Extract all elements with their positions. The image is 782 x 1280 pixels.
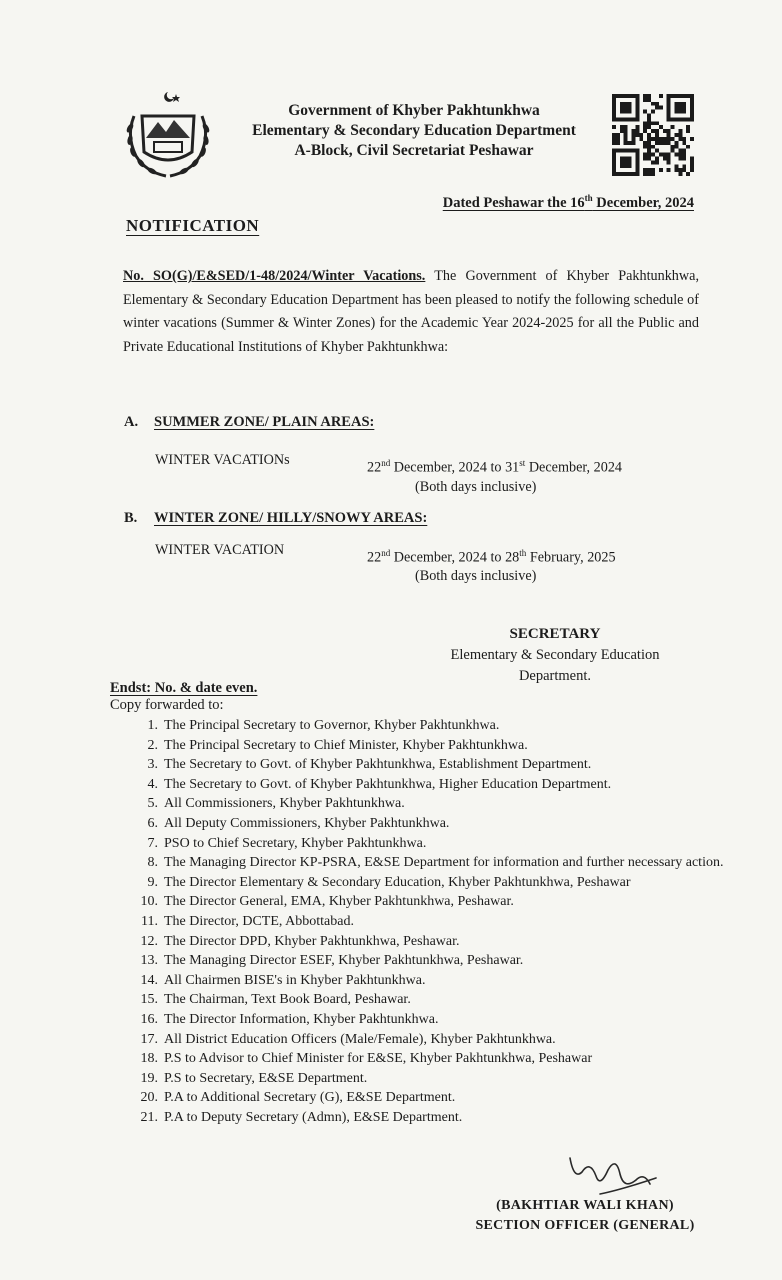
letterhead-government: Government of Khyber Pakhtunkhwa — [288, 102, 540, 119]
notification-title: NOTIFICATION — [126, 216, 260, 235]
section-a-title: SUMMER ZONE/ PLAIN AREAS: — [154, 414, 375, 430]
recipient-list-item — [110, 892, 730, 912]
section-a-letter: A. — [124, 414, 139, 430]
recipient-text: All District Education Officers (Male/Female), Khyber Pakhtunkhwa. — [164, 1031, 556, 1047]
recipient-list — [110, 716, 730, 1127]
letterhead-department: Elementary & Secondary Education Department — [252, 122, 576, 139]
recipient-list-item — [110, 932, 730, 952]
kp-government-seal-logo — [120, 86, 216, 182]
recipient-list-item — [110, 853, 730, 873]
section-b-vacation-dates: 22nd December, 2024 to 28th February, 2025 — [367, 548, 616, 566]
letterhead — [228, 101, 600, 161]
recipient-text: P.A to Additional Secretary (G), E&SE Department. — [164, 1090, 456, 1106]
recipient-number: 2. — [147, 737, 158, 753]
recipient-text: The Director General, EMA, Khyber Pakhtunkhwa, Peshawar. — [164, 894, 514, 910]
recipient-list-item — [110, 794, 730, 814]
section-b-title: WINTER ZONE/ HILLY/SNOWY AREAS: — [154, 510, 428, 526]
letterhead-address: A-Block, Civil Secretariat Peshawar — [294, 142, 534, 159]
secretary-department-line2: Department. — [518, 668, 592, 684]
section-a-vacation-label: WINTER VACATIONs — [155, 452, 290, 468]
section-b-note: (Both days inclusive) — [415, 568, 537, 584]
recipient-number: 7. — [147, 835, 158, 851]
recipient-number: 13. — [140, 953, 158, 969]
recipient-number: 9. — [147, 874, 158, 890]
recipient-list-item — [110, 951, 730, 971]
recipient-text: The Managing Director KP-PSRA, E&SE Department for information and further necessary action. — [164, 855, 724, 871]
recipient-text: PSO to Chief Secretary, Khyber Pakhtunkhwa. — [164, 835, 427, 851]
secretary-block — [410, 624, 700, 687]
recipient-list-item — [110, 1030, 730, 1050]
recipient-number: 15. — [140, 992, 158, 1008]
recipient-list-item — [110, 1088, 730, 1108]
recipient-number: 18. — [140, 1051, 158, 1067]
recipient-list-item — [110, 971, 730, 991]
section-b-letter: B. — [124, 510, 138, 526]
recipient-list-item — [110, 775, 730, 795]
recipient-text: The Director, DCTE, Abbottabad. — [164, 913, 354, 929]
recipient-text: The Principal Secretary to Chief Minister, Khyber Pakhtunkhwa. — [164, 737, 528, 753]
recipient-number: 8. — [147, 855, 158, 871]
recipient-text: P.A to Deputy Secretary (Admn), E&SE Department. — [164, 1109, 463, 1125]
recipient-list-item — [110, 1108, 730, 1128]
recipient-number: 20. — [140, 1090, 158, 1106]
recipient-number: 6. — [147, 815, 158, 831]
recipient-text: The Chairman, Text Book Board, Peshawar. — [164, 992, 411, 1008]
notification-body — [123, 265, 699, 359]
recipient-number: 12. — [140, 933, 158, 949]
recipient-text: All Deputy Commissioners, Khyber Pakhtunkhwa. — [164, 815, 450, 831]
dated-line: Dated Peshawar the 16th December, 2024 — [442, 193, 694, 211]
section-a-vacation-dates: 22nd December, 2024 to 31st December, 2024 — [367, 458, 623, 476]
recipient-list-item — [110, 814, 730, 834]
secretary-title: SECRETARY — [509, 626, 601, 642]
recipient-number: 21. — [140, 1109, 158, 1125]
recipient-number: 16. — [140, 1011, 158, 1027]
section-a-note: (Both days inclusive) — [415, 479, 537, 495]
recipient-list-item — [110, 1010, 730, 1030]
recipient-list-item — [110, 1069, 730, 1089]
section-b-vacation-label: WINTER VACATION — [155, 542, 285, 558]
recipient-number: 19. — [140, 1070, 158, 1086]
recipient-number: 1. — [147, 718, 158, 733]
recipient-number: 3. — [147, 757, 158, 773]
recipient-list-item — [110, 736, 730, 756]
recipient-text: All Chairmen BISE's in Khyber Pakhtunkhwa. — [164, 972, 426, 988]
signatory-name: (BAKHTIAR WALI KHAN) — [496, 1198, 674, 1213]
recipient-list-item — [110, 1049, 730, 1069]
recipient-list-item — [110, 716, 730, 736]
recipient-text: All Commissioners, Khyber Pakhtunkhwa. — [164, 796, 405, 812]
recipient-text: P.S to Secretary, E&SE Department. — [164, 1070, 368, 1086]
recipient-number: 5. — [147, 796, 158, 812]
recipient-text: The Principal Secretary to Governor, Khyber Pakhtunkhwa. — [164, 718, 500, 733]
copy-forwarded-label: Copy forwarded to: — [110, 697, 224, 713]
recipient-text: The Managing Director ESEF, Khyber Pakhtunkhwa, Peshawar. — [164, 953, 524, 969]
recipient-list-item — [110, 873, 730, 893]
recipient-text: P.S to Advisor to Chief Minister for E&SE, Khyber Pakhtunkhwa, Peshawar — [164, 1051, 593, 1067]
recipient-text: The Director DPD, Khyber Pakhtunkhwa, Peshawar. — [164, 933, 460, 949]
recipient-list-item — [110, 912, 730, 932]
signatory-block — [462, 1196, 708, 1236]
qr-code — [612, 94, 694, 176]
signatory-designation: SECTION OFFICER (GENERAL) — [475, 1218, 695, 1233]
recipient-number: 4. — [147, 776, 158, 792]
secretary-department-line1: Elementary & Secondary Education — [450, 647, 660, 663]
recipient-text: The Director Information, Khyber Pakhtunkhwa. — [164, 1011, 439, 1027]
recipient-number: 17. — [140, 1031, 158, 1047]
recipient-number: 10. — [140, 894, 158, 910]
notification-body-text: The Government of Khyber Pakhtunkhwa, Elementary & Secondary Education Department has been pleased to notify the following schedule of winter vacations (Summer & Winter Zones) for the Academic Year 2024-2025 for all the Public and Private Educational Institutions of Khyber Pakhtunkhwa: — [123, 268, 699, 355]
recipient-text: The Secretary to Govt. of Khyber Pakhtunkhwa, Establishment Department. — [164, 757, 592, 773]
recipient-list-item — [110, 755, 730, 775]
recipient-list-item — [110, 990, 730, 1010]
recipient-number: 14. — [140, 972, 158, 988]
recipient-list-item — [110, 834, 730, 854]
endorsement-line: Endst: No. & date even. — [110, 680, 258, 696]
recipient-number: 11. — [141, 913, 158, 929]
recipient-text: The Secretary to Govt. of Khyber Pakhtunkhwa, Higher Education Department. — [164, 776, 612, 792]
notification-reference-number: No. SO(G)/E&SED/1-48/2024/Winter Vacations. — [123, 268, 426, 284]
recipient-text: The Director Elementary & Secondary Education, Khyber Pakhtunkhwa, Peshawar — [164, 874, 631, 890]
